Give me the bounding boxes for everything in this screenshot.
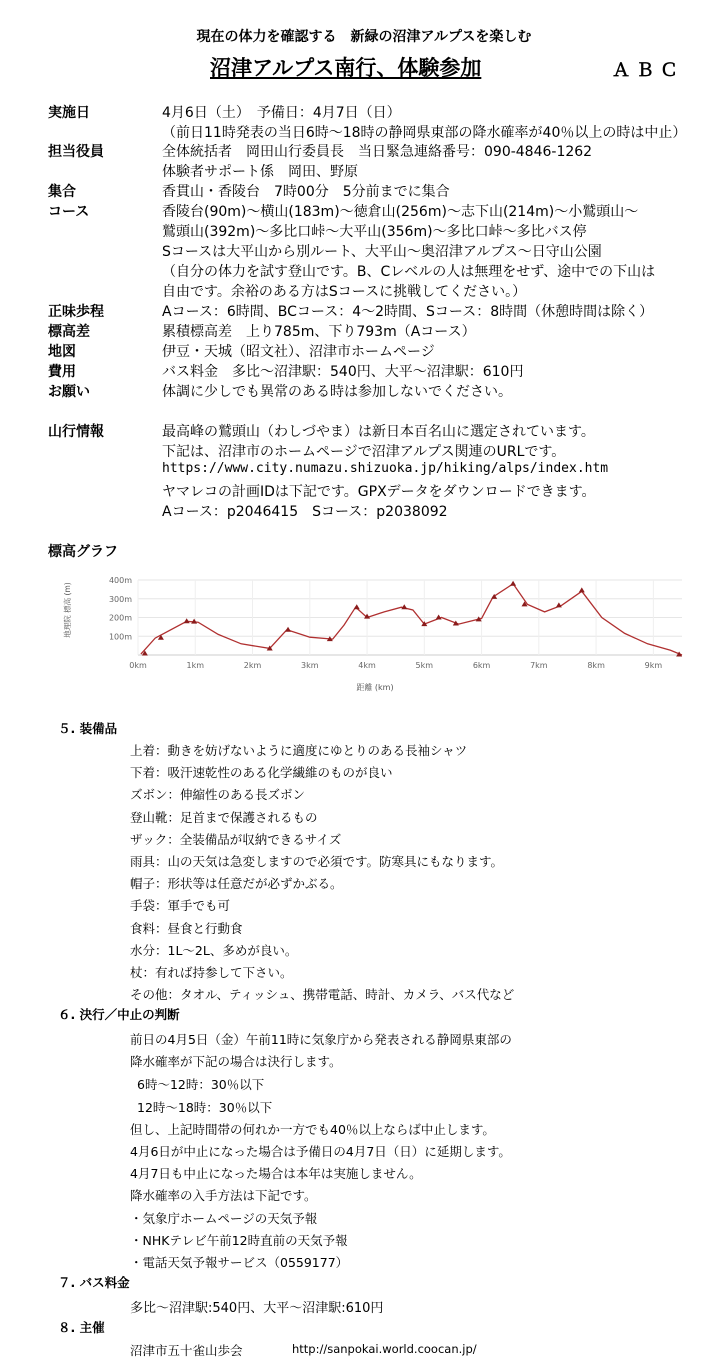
mountain-info-line-4: ヤマレコの計画IDは下記です。GPXデータをダウンロードできます。 (162, 484, 596, 500)
equipment-item: 水分：1L～2L、多めが良い。 (130, 942, 298, 958)
waypoint-marker (285, 627, 291, 632)
city-hiking-url[interactable]: https://www.city.numazu.shizuoka.jp/hiking/alps/index.htm (162, 461, 609, 476)
equipment-item: ザック：全装備品が収納できるサイズ (130, 831, 342, 847)
host-name: 沼津市五十雀山歩会 (130, 1343, 243, 1358)
event-title: 沼津アルプス南行、体験参加 (210, 56, 482, 80)
elevation-label: 標高差 (48, 324, 90, 340)
decision-line: 前日の4月5日（金）午前11時に気象庁から発表される静岡県東部の (130, 1032, 512, 1047)
elevation-line (141, 584, 682, 655)
bus-fare: 多比～沼津駅:540円、大平～沼津駅:610円 (130, 1301, 384, 1316)
y-tick-label: 200m (108, 613, 132, 623)
waypoint-marker (556, 602, 562, 607)
x-tick-label: 7km (530, 661, 548, 670)
walk-label: 正味歩程 (48, 304, 104, 320)
equipment-item: ズボン：伸縮性のある長ズボン (130, 787, 306, 803)
mountain-info-label: 山行情報 (48, 424, 104, 440)
equipment-item: 登山靴：足首まで保護されるもの (130, 809, 318, 825)
equipment-item: 杖：有れば持参して下さい。 (130, 965, 293, 980)
equipment-item: 帽子：形状等は任意だが必ずかぶる。 (130, 876, 343, 892)
y-tick-label: 400m (108, 576, 132, 585)
decision-line: ・気象庁ホームページの天気予報 (130, 1211, 318, 1226)
decision-line: 6時～12時：30％以下 (137, 1077, 265, 1092)
waypoint-marker (453, 621, 459, 626)
decision-heading: ６. 決行／中止の判断 (58, 1007, 180, 1022)
decision-line: ・電話天気予報サービス（0559177） (130, 1255, 349, 1270)
x-tick-label: 6km (472, 661, 491, 670)
y-tick-label: 100m (108, 632, 132, 642)
x-tick-label: 1km (186, 661, 205, 670)
decision-line: ・NHKテレビ午前12時直前の天気予報 (130, 1233, 348, 1248)
decision-line: 4月6日が中止になった場合は予備日の4月7日（日）に延期します。 (130, 1144, 511, 1159)
meet-value: 香貫山・香陵台 7時00分 5分前までに集合 (162, 184, 450, 200)
x-tick-label: 5km (415, 661, 434, 670)
waypoint-marker (510, 581, 516, 586)
mountain-info-line-2: 下記は、沼津市のホームページで沼津アルプス関連のURLです。 (162, 444, 566, 460)
equipment-heading: ５. 装備品 (58, 721, 118, 736)
elevation-chart (60, 568, 692, 694)
equipment-item: 食料：昼食と行動食 (130, 920, 243, 936)
course-line-2: 鷲頭山(392m)～多比口峠～大平山(356m)～多比口峠～多比バス停 (162, 224, 587, 240)
course-line-4: （自分の体力を試す登山です。B、Cレベルの人は無理をせず、途中での下山は (162, 264, 656, 280)
request-label: お願い (48, 384, 90, 400)
date-label: 実施日 (48, 105, 90, 121)
course-line-1: 香陵台(90m)～横山(183m)～徳倉山(256m)～志下山(214m)～小鷲頭山～ (162, 204, 639, 220)
elevation-value: 累積標高差 上り785m、下り793m（Aコース） (162, 324, 476, 340)
waypoint-marker (401, 604, 407, 609)
course-label: コース (48, 204, 90, 220)
decision-line: 4月7日も中止になった場合は本年は実施しません。 (130, 1166, 422, 1181)
walk-value: Aコース：6時間、BCコース：4～2時間、Sコース：8時間（休憩時間は除く） (162, 304, 654, 320)
x-tick-label: 9km (644, 661, 663, 670)
decision-line: 但し、上記時間帯の何れか一方でも40％以上ならば中止します。 (130, 1122, 495, 1137)
staff-line-1: 全体統括者 岡田山行委員長 当日緊急連絡番号：090-4846-1262 (162, 144, 593, 160)
date-note: （前日11時発表の当日6時～18時の静岡県東部の降水確率が40％以上の時は中止） (162, 125, 687, 141)
date-value: 4月6日（土） 予備日：4月7日（日） (162, 105, 401, 121)
x-tick-label: 0km (129, 661, 147, 670)
x-tick-label: 4km (358, 661, 376, 670)
graph-label: 標高グラフ (48, 544, 118, 560)
equipment-item: 雨具：山の天気は急変しますので必須です。防寒具にもなります。 (130, 854, 504, 869)
equipment-item: その他：タオル、ティッシュ、携帯電話、時計、カメラ、バス代など (130, 987, 515, 1003)
waypoint-marker (676, 651, 682, 656)
cost-value: バス料金 多比～沼津駅：540円、大平～沼津駅：610円 (162, 364, 524, 380)
waypoint-marker (579, 587, 585, 592)
meet-label: 集合 (48, 184, 76, 200)
map-value: 伊豆・天城（昭文社）、沼津市ホームページ (162, 344, 435, 360)
course-line-5: 自由です。余裕のある方はSコースに挑戦してください。） (162, 284, 527, 300)
decision-line: 降水確率が下記の場合は決行します。 (130, 1054, 342, 1069)
map-label: 地図 (48, 344, 76, 360)
decision-line: 降水確率の入手方法は下記です。 (130, 1188, 317, 1203)
equipment-item: 下着：吸汗速乾性のある化学繊維のものが良い (130, 765, 393, 781)
event-subtitle: 現在の体力を確認する 新緑の沼津アルプスを楽しむ (196, 29, 532, 45)
y-axis-label: 地理院 標高 (m) (63, 582, 72, 638)
equipment-item: 手袋：軍手でも可 (130, 898, 231, 914)
waypoint-marker (184, 618, 190, 623)
mountain-info-line-5: Aコース：p2046415 Sコース：p2038092 (162, 504, 448, 520)
host-url[interactable]: http://sanpokai.world.coocan.jp/ (292, 1342, 477, 1356)
x-tick-label: 3km (301, 661, 319, 670)
equipment-item: 上着：動きを妨げないように適度にゆとりのある長袖シャツ (130, 743, 468, 758)
bus-heading: ７. バス料金 (58, 1275, 130, 1290)
decision-line: 12時～18時：30％以下 (137, 1100, 273, 1115)
x-tick-label: 2km (243, 661, 262, 670)
level-code: ＡＢＣ (612, 60, 684, 81)
cost-label: 費用 (48, 364, 76, 380)
host-heading: ８. 主催 (58, 1320, 105, 1335)
mountain-info-line-1: 最高峰の鷲頭山（わしづやま）は新日本百名山に選定されています。 (162, 424, 595, 440)
course-line-3: Sコースは大平山から別ルート、大平山～奥沼津アルプス～日守山公園 (162, 244, 602, 260)
y-tick-label: 300m (108, 594, 132, 604)
staff-label: 担当役員 (48, 144, 104, 160)
waypoint-marker (354, 604, 360, 609)
x-tick-label: 8km (587, 661, 605, 670)
request-value: 体調に少しでも異常のある時は参加しないでください。 (162, 384, 512, 400)
staff-line-2: 体験者サポート係 岡田、野原 (162, 164, 358, 180)
x-axis-label: 距離 (km) (356, 683, 394, 692)
